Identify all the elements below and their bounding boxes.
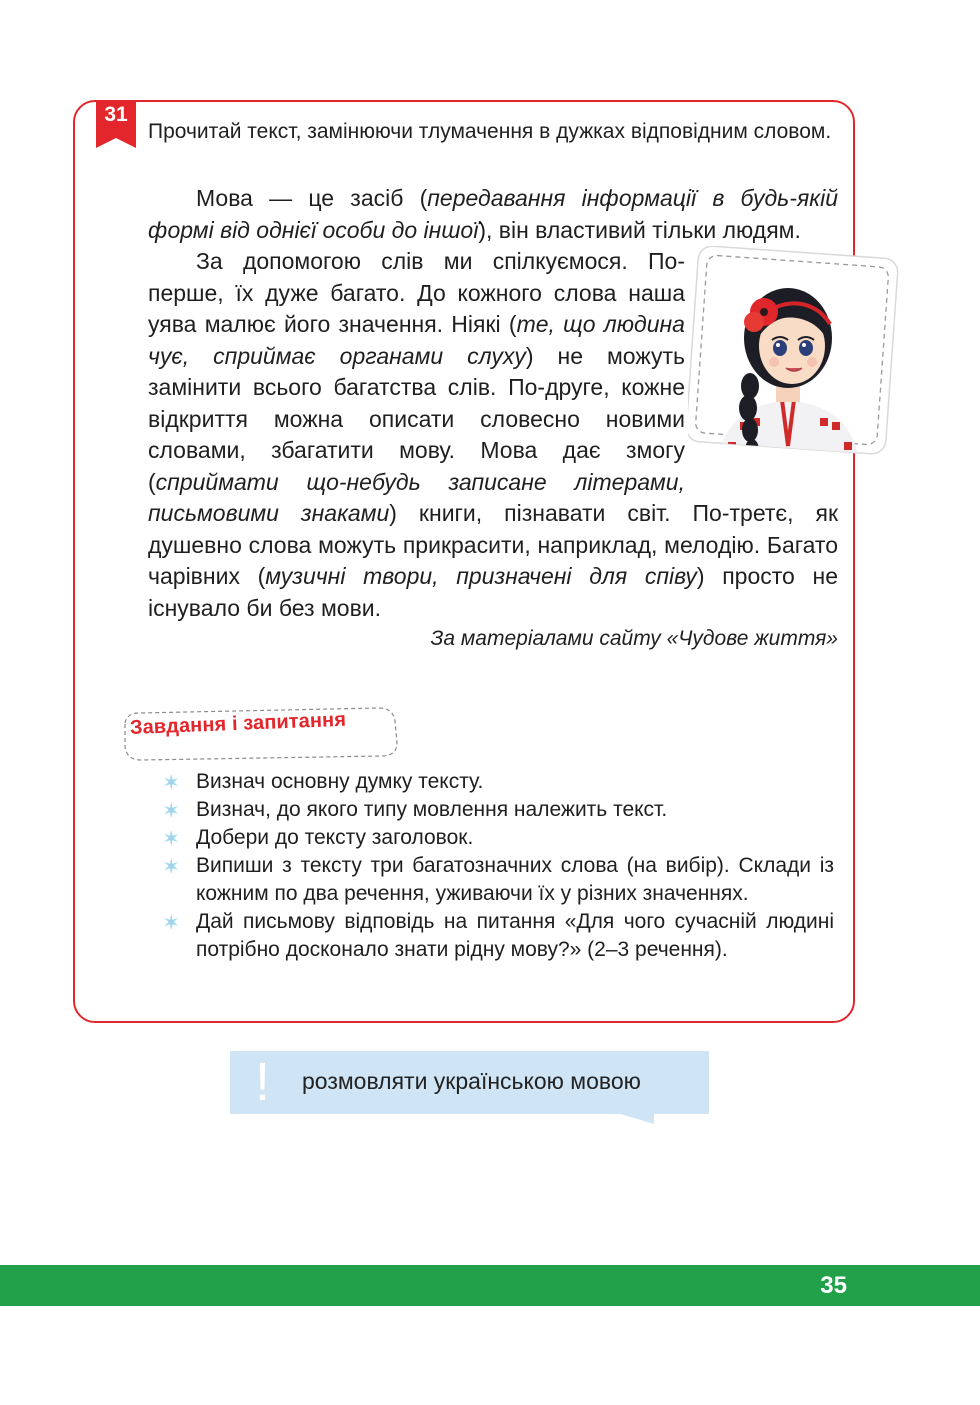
- note-callout-tail: [614, 1112, 654, 1124]
- source-attribution: За матеріалами сайту «Чудове життя»: [430, 627, 838, 650]
- paragraph-1: Мова — це засіб (передавання інформації в будь-якій формі від однієї особи до іншої), він властивий тільки людям.: [148, 185, 838, 243]
- girl-in-vyshyvanka-illustration: [688, 246, 900, 468]
- star-bullet-icon: ✶: [162, 798, 181, 823]
- task-item: ✶ Випиши з тексту три багатозначних слова (на вибір). Склади із кожним по два речення, уживаючи їх у різних значеннях.: [162, 854, 834, 905]
- task-item: ✶ Визнач, до якого типу мовлення належить текст.: [162, 798, 668, 823]
- exercise-number: 31: [104, 103, 128, 126]
- task-item: ✶ Дай письмову відповідь на питання «Для чого сучасній людині потрібно досконало знати рідну мову?» (2–3 речення).: [162, 910, 834, 961]
- task-item: ✶ Добери до тексту заголовок.: [162, 826, 474, 851]
- exclamation-icon: !: [255, 1052, 271, 1112]
- star-bullet-icon: ✶: [162, 854, 181, 879]
- paragraph-2: За допомогою слів ми спілкуємося. По-перше, їх дуже багато. До кожного слова наша уява малює його значення. Ніякі (те, що людина чує, сприймає органами слуху) не можуть замінити всього багатства слів. По-друге, кожне відкриття можна описати словесно новими словами, збагатити мову. Мова дає змогу (сприймати що-небудь записане літерами, письмовими знаками) книги, пізнавати світ. По-третє, як душевно слова можуть прикрасити, наприклад, мелодію. Багато чарівних (музичні твори, призначені для співу) просто не існувало би без мови.: [148, 246, 838, 624]
- task-item: ✶ Визнач основну думку тексту.: [162, 770, 484, 795]
- exercise-instruction: Прочитай текст, замінюючи тлумачення в дужках відповідним словом.: [148, 120, 832, 143]
- star-bullet-icon: ✶: [162, 770, 181, 795]
- note-text: розмовляти українською мовою: [302, 1068, 641, 1094]
- star-bullet-icon: ✶: [162, 826, 181, 851]
- page-number: 35: [820, 1272, 847, 1299]
- star-bullet-icon: ✶: [162, 910, 181, 935]
- tasks-heading: Завдання і запитання: [129, 708, 347, 739]
- tasks-list: [162, 768, 834, 964]
